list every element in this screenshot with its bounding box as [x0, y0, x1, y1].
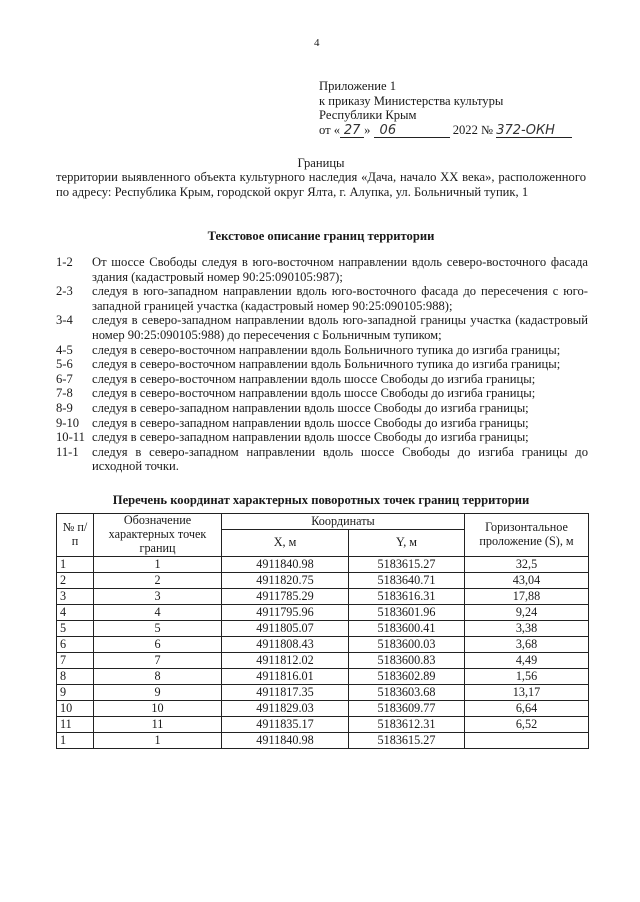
cell-designation: 10: [94, 701, 222, 717]
cell-y: 5183601.96: [349, 605, 465, 621]
cell-length: 3,68: [465, 637, 589, 653]
cell-x: 4911795.96: [222, 605, 349, 621]
cell-x: 4911808.43: [222, 637, 349, 653]
date-day-field: [340, 124, 364, 138]
order-number-field: [496, 124, 572, 138]
cell-length: 17,88: [465, 589, 589, 605]
cell-y: 5183612.31: [349, 717, 465, 733]
table-row: [57, 701, 589, 717]
date-month-handwritten: 06: [379, 122, 397, 138]
cell-y: 5183603.68: [349, 685, 465, 701]
header-coordinates: Координаты: [222, 514, 465, 530]
table-row: [57, 637, 589, 653]
boundary-item: 5-6 следуя в северо-восточном направлении вдоль Больничного тупика до изгиба границы;: [56, 357, 561, 372]
header-designation: Обозначение характерных точек границ: [94, 514, 222, 557]
cell-designation: 1: [94, 733, 222, 749]
appendix-date-line: [319, 123, 609, 138]
appendix-line2: к приказу Министерства культуры: [319, 93, 504, 108]
cell-num: 4: [57, 605, 94, 621]
cell-y: 5183600.41: [349, 621, 465, 637]
cell-num: 8: [57, 669, 94, 685]
boundary-item: 8-9 следуя в северо-западном направлении вдоль шоссе Свободы до изгиба границы;: [56, 400, 529, 415]
boundary-item: 1-2 От шоссе Свободы следуя в юго-восточном направлении вдоль северо-восточного фасада здания (кадастровый номер 90:25:090105:987);: [56, 255, 588, 284]
cell-length: 32,5: [465, 557, 589, 573]
cell-num: 3: [57, 589, 94, 605]
cell-x: 4911805.07: [222, 621, 349, 637]
header-length: Горизонтальное проложение (S), м: [465, 514, 589, 557]
object-description: территории выявленного объекта культурного наследия «Дача, начало XX века», расположенного по адресу: Республика Крым, городской округ Ялта, г. Алупка, ул. Больничный тупик, 1: [56, 170, 586, 199]
table-row: [57, 621, 589, 637]
cell-num: 1: [57, 733, 94, 749]
cell-length: 4,49: [465, 653, 589, 669]
boundary-item: 6-7 следуя в северо-восточном направлении вдоль шоссе Свободы до изгиба границы;: [56, 371, 536, 386]
table-row: [57, 605, 589, 621]
order-number-handwritten: 372-ОКН: [496, 122, 555, 138]
cell-x: 4911817.35: [222, 685, 349, 701]
table-row: [57, 717, 589, 733]
cell-num: 5: [57, 621, 94, 637]
cell-designation: 2: [94, 573, 222, 589]
cell-num: 10: [57, 701, 94, 717]
cell-length: 43,04: [465, 573, 589, 589]
cell-designation: 4: [94, 605, 222, 621]
boundary-item: 11-1 следуя в северо-западном направлении вдоль шоссе Свободы до изгиба границы до исходной точки.: [56, 444, 588, 474]
cell-x: 4911816.01: [222, 669, 349, 685]
date-mid: »: [364, 122, 371, 137]
table-row: [57, 653, 589, 669]
header-y: Y, м: [349, 530, 465, 557]
boundary-item: 9-10 следуя в северо-западном направлении вдоль шоссе Свободы до изгиба границы;: [56, 415, 529, 430]
cell-y: 5183600.03: [349, 637, 465, 653]
cell-y: 5183615.27: [349, 557, 465, 573]
table-row: [57, 573, 589, 589]
table-row: [57, 685, 589, 701]
appendix-line1: Приложение 1: [319, 79, 397, 93]
cell-designation: 11: [94, 717, 222, 733]
cell-designation: 1: [94, 557, 222, 573]
date-year: 2022 №: [452, 122, 494, 137]
cell-num: 9: [57, 685, 94, 701]
date-prefix: от «: [319, 122, 341, 137]
date-day-handwritten: 27: [343, 122, 361, 138]
cell-x: 4911840.98: [222, 733, 349, 749]
coordinates-table: [56, 513, 589, 749]
document-title: Границы: [297, 156, 345, 170]
cell-num: 2: [57, 573, 94, 589]
cell-length: 1,56: [465, 669, 589, 685]
section-coordinates-title: Перечень координат характерных поворотных точек границ территории: [112, 493, 530, 507]
cell-num: 11: [57, 717, 94, 733]
table-row: [57, 669, 589, 685]
cell-length: 13,17: [465, 685, 589, 701]
cell-length: 6,64: [465, 701, 589, 717]
cell-designation: 8: [94, 669, 222, 685]
cell-x: 4911785.29: [222, 589, 349, 605]
cell-x: 4911812.02: [222, 653, 349, 669]
section-text-description-title: Текстовое описание границ территории: [207, 229, 435, 243]
cell-designation: 7: [94, 653, 222, 669]
cell-y: 5183615.27: [349, 733, 465, 749]
boundary-description: [56, 255, 588, 474]
boundary-item: 2-3 следуя в юго-западном направлении вдоль юго-восточного фасада до пересечения с юго-западной границей участка (кадастровый номер 90:25:090105:988);: [56, 284, 588, 313]
cell-num: 7: [57, 653, 94, 669]
cell-num: 6: [57, 637, 94, 653]
cell-y: 5183616.31: [349, 589, 465, 605]
table-row: [57, 733, 589, 749]
boundary-item: 3-4 следуя в северо-западном направлении вдоль юго-западной границы участка (кадастровый номер 90:25:090105:988) до пересечения с Больничным тупиком;: [56, 313, 588, 342]
cell-y: 5183602.89: [349, 669, 465, 685]
cell-designation: 3: [94, 589, 222, 605]
cell-y: 5183609.77: [349, 701, 465, 717]
cell-length: 3,38: [465, 621, 589, 637]
cell-x: 4911820.75: [222, 573, 349, 589]
cell-designation: 5: [94, 621, 222, 637]
cell-y: 5183600.83: [349, 653, 465, 669]
cell-length: [465, 733, 589, 749]
header-num: № п/п: [57, 514, 94, 557]
boundary-item: 4-5 следуя в северо-восточном направлении вдоль Больничного тупика до изгиба границы;: [56, 342, 561, 357]
header-x: X, м: [222, 530, 349, 557]
appendix-header: [319, 79, 609, 138]
cell-x: 4911835.17: [222, 717, 349, 733]
cell-x: 4911840.98: [222, 557, 349, 573]
cell-designation: 9: [94, 685, 222, 701]
cell-length: 9,24: [465, 605, 589, 621]
cell-y: 5183640.71: [349, 573, 465, 589]
table-row: [57, 589, 589, 605]
table-row: [57, 557, 589, 573]
appendix-line3: Республики Крым: [319, 108, 417, 123]
coordinates-table-body: [57, 557, 589, 749]
boundary-item: 10-11 следуя в северо-западном направлении вдоль шоссе Свободы до изгиба границы;: [56, 430, 529, 445]
cell-designation: 6: [94, 637, 222, 653]
boundary-item: 7-8 следуя в северо-восточном направлении вдоль шоссе Свободы до изгиба границы;: [56, 386, 536, 401]
cell-x: 4911829.03: [222, 701, 349, 717]
date-month-field: [374, 124, 450, 138]
cell-length: 6,52: [465, 717, 589, 733]
page-number: 4: [314, 37, 320, 49]
cell-num: 1: [57, 557, 94, 573]
